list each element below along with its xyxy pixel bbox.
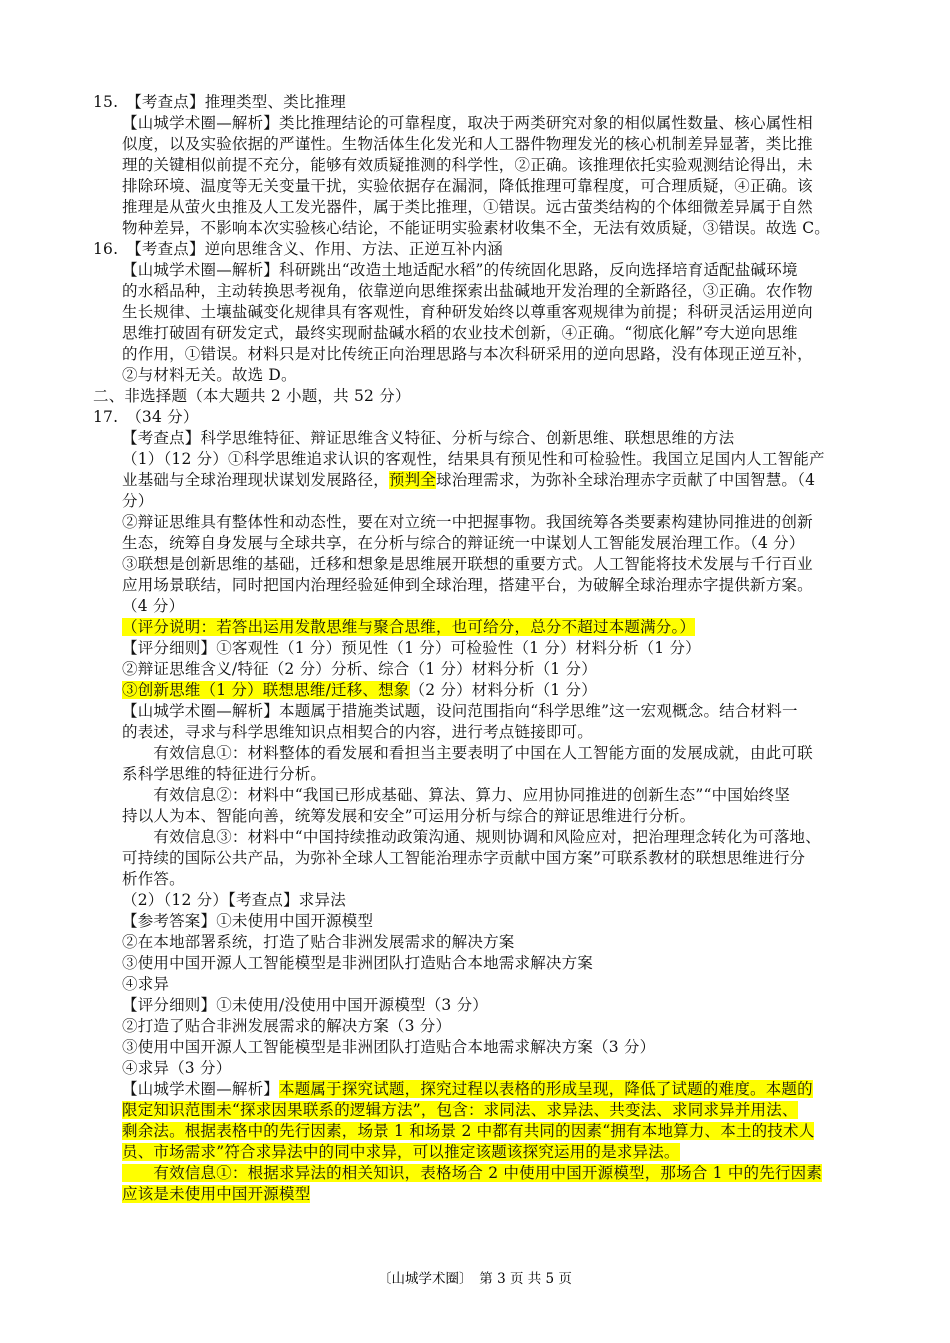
highlighted-text: 限定知识范围未“探求因果联系的逻辑方法”，包含：求同法、求异法、共变法、求同求异并用法、 — [122, 1101, 798, 1119]
highlighted-text: 预判全 — [388, 471, 437, 489]
text-line: ③使用中国开源人工智能模型是非洲团队打造贴合本地需求解决方案（3 分） — [122, 1038, 656, 1056]
text-line: 推理是从萤火虫推及人工发光器件，属于类比推理，①错误。远古萤类结构的个体细微差异属于自然 — [122, 198, 813, 216]
text-line: 生长规律、土壤盐碱变化规律具有客观性，育种研发始终以尊重客观规律为前提；科研灵活运用逆向 — [122, 303, 813, 321]
text-line: ③创新思维（1 分）联想思维/迁移、想象（2 分）材料分析（1 分） — [122, 681, 597, 699]
highlighted-text: 员、市场需求”符合求异法中的同中求异，可以推定该题该探究运用的是求异法。 — [122, 1143, 680, 1161]
text-line: 有效信息③：材料中“中国持续推动政策沟通、规则协调和风险应对，把治理理念转化为可落地、 — [122, 828, 821, 846]
text-line: 【评分细则】①客观性（1 分）预见性（1 分）可检验性（1 分）材料分析（1 分） — [122, 639, 701, 657]
text-line: （1）（12 分）①科学思维追求认识的客观性，结果具有预见性和可检验性。我国立足国内人工智能产 — [122, 450, 825, 468]
text-line: ④求异 — [122, 975, 170, 993]
text-line: 【山城学术圈—解析】本题属于措施类试题，设问范围指向“科学思维”这一宏观概念。结合材料一 — [122, 702, 798, 720]
text-line: 可持续的国际公共产品，为弥补全球人工智能治理赤字贡献中国方案”可联系教材的联想思维进行分 — [122, 849, 806, 867]
text-line: 【参考答案】①未使用中国开源模型 — [122, 912, 374, 930]
text-line: ③使用中国开源人工智能模型是非洲团队打造贴合本地需求解决方案 — [122, 954, 594, 972]
text-line: 【山城学术圈—解析】科研跳出“改造土地适配水稻”的传统固化思路，反向选择培育适配盐碱环境 — [122, 261, 798, 279]
text-line: 有效信息②：材料中“我国已形成基础、算法、算力、应用协同推进的创新生态”“中国始终坚 — [122, 786, 791, 804]
text-line: 生态，统筹自身发展与全球共享，在分析与综合的辩证统一中谋划人工智能发展治理工作。（4 分） — [122, 534, 805, 552]
text-line: 分） — [122, 492, 154, 510]
highlighted-text: 应该是未使用中国开源模型 — [122, 1185, 311, 1203]
text-line — [122, 1121, 814, 1142]
page-footer: 〔山城学术圈〕 第 3 页 共 5 页 — [378, 1271, 572, 1287]
text-line: 排除环境、温度等无关变量干扰，实验依据存在漏洞，降低推理可靠程度，可合理质疑，④正确。该 — [122, 177, 813, 195]
text-line: 的水稻品种，主动转换思考视角，依靠逆向思维探索出盐碱地开发治理的全新路径，③正确。农作物 — [122, 282, 813, 300]
text-line: 业基础与全球治理现状谋划发展路径，预判全球治理需求，为弥补全球治理赤字贡献了中国智慧。（4 — [122, 471, 816, 489]
text-line — [122, 617, 695, 638]
text-line: 系科学思维的特征进行分析。 — [122, 765, 327, 783]
text-line: ③联想是创新思维的基础，迁移和想象是思维展开联想的重要方式。人工智能将技术发展与千行百业 — [122, 555, 813, 573]
text-line: 16. 【考查点】逆向思维含义、作用、方法、正逆互补内涵 — [93, 240, 504, 258]
text-line: 的表述，寻求与科学思维知识点相契合的内容，进行考点链接即可。 — [122, 723, 594, 741]
text-line: 【考查点】科学思维特征、辩证思维含义特征、分析与综合、创新思维、联想思维的方法 — [122, 429, 735, 447]
text-line: 持以人为本、智能向善，统筹发展和安全”可运用分析与综合的辩证思维进行分析。 — [122, 807, 696, 825]
text-line: 思维打破固有研发定式，最终实现耐盐碱水稻的农业技术创新，④正确。“彻底化解”夸大逆向思维 — [122, 324, 798, 342]
text-line: 析作答。 — [122, 870, 185, 888]
text-line: 二、非选择题（本大题共 2 小题，共 52 分） — [93, 387, 411, 405]
highlighted-text: 剩余法。根据表格中的先行因素，场景 1 和场景 2 中都有共同的因素“拥有本地算力、本土的技术人 — [122, 1122, 815, 1140]
text-line: ②辩证思维含义/特征（2 分）分析、综合（1 分）材料分析（1 分） — [122, 660, 597, 678]
text-line: 物种差异，不影响本次实验核心结论，不能证明实验素材收集不全，无法有效质疑，③错误。故选 C。 — [122, 219, 830, 237]
highlighted-text: 有效信息①：根据求异法的相关知识，表格场合 2 中使用中国开源模型，那场合 1 中的先行因素 — [122, 1164, 823, 1182]
text-line: ②打造了贴合非洲发展需求的解决方案（3 分） — [122, 1017, 452, 1035]
text-line — [122, 1163, 822, 1184]
text-line: ②辩证思维具有整体性和动态性，要在对立统一中把握事物。我国统筹各类要素构建协同推进的创新 — [122, 513, 813, 531]
text-line — [122, 1142, 680, 1163]
text-line — [122, 1100, 798, 1121]
highlighted-text: （评分说明：若答出运用发散思维与聚合思维，也可给分，总分不超过本题满分。） — [122, 618, 696, 636]
text-line: 有效信息①：材料整体的看发展和看担当主要表明了中国在人工智能方面的发展成就，由此可联 — [122, 744, 813, 762]
text-line: ②在本地部署系统，打造了贴合非洲发展需求的解决方案 — [122, 933, 515, 951]
text-line: 【评分细则】①未使用/没使用中国开源模型（3 分） — [122, 996, 489, 1014]
text-line: ②与材料无关。故选 D。 — [122, 366, 297, 384]
text-line: 【山城学术圈—解析】本题属于探究试题，探究过程以表格的形成呈现，降低了试题的难度。本题的 — [122, 1080, 813, 1098]
text-line: 似度，以及实验依据的严谨性。生物活体生化发光和人工器件物理发光的核心机制差异显著，类比推 — [122, 135, 813, 153]
text-line: 的作用，①错误。材料只是对比传统正向治理思路与本次科研采用的逆向思路，没有体现正逆互补， — [122, 345, 813, 363]
text-line: （2）（12 分）【考查点】求异法 — [122, 891, 346, 909]
text-line: 17. （34 分） — [93, 408, 199, 426]
text-line: 应用场景联结，同时把国内治理经验延伸到全球治理，搭建平台，为破解全球治理赤字提供新方案。 — [122, 576, 813, 594]
text-line: （4 分） — [122, 597, 185, 615]
text-line: 【山城学术圈—解析】类比推理结论的可靠程度，取决于两类研究对象的相似属性数量、核心属性相 — [122, 114, 813, 132]
text-line: 15. 【考查点】推理类型、类比推理 — [93, 93, 347, 111]
text-line — [122, 1184, 310, 1205]
text-line: ④求异（3 分） — [122, 1059, 232, 1077]
highlighted-text: ③创新思维（1 分）联想思维/迁移、想象 — [122, 681, 410, 699]
highlighted-text: 本题属于探究试题，探究过程以表格的形成呈现，降低了试题的难度。本题的 — [279, 1080, 813, 1098]
text-line: 理的关键相似前提不充分，能够有效质疑推测的科学性，②正确。该推理依托实验观测结论得出，未 — [122, 156, 813, 174]
